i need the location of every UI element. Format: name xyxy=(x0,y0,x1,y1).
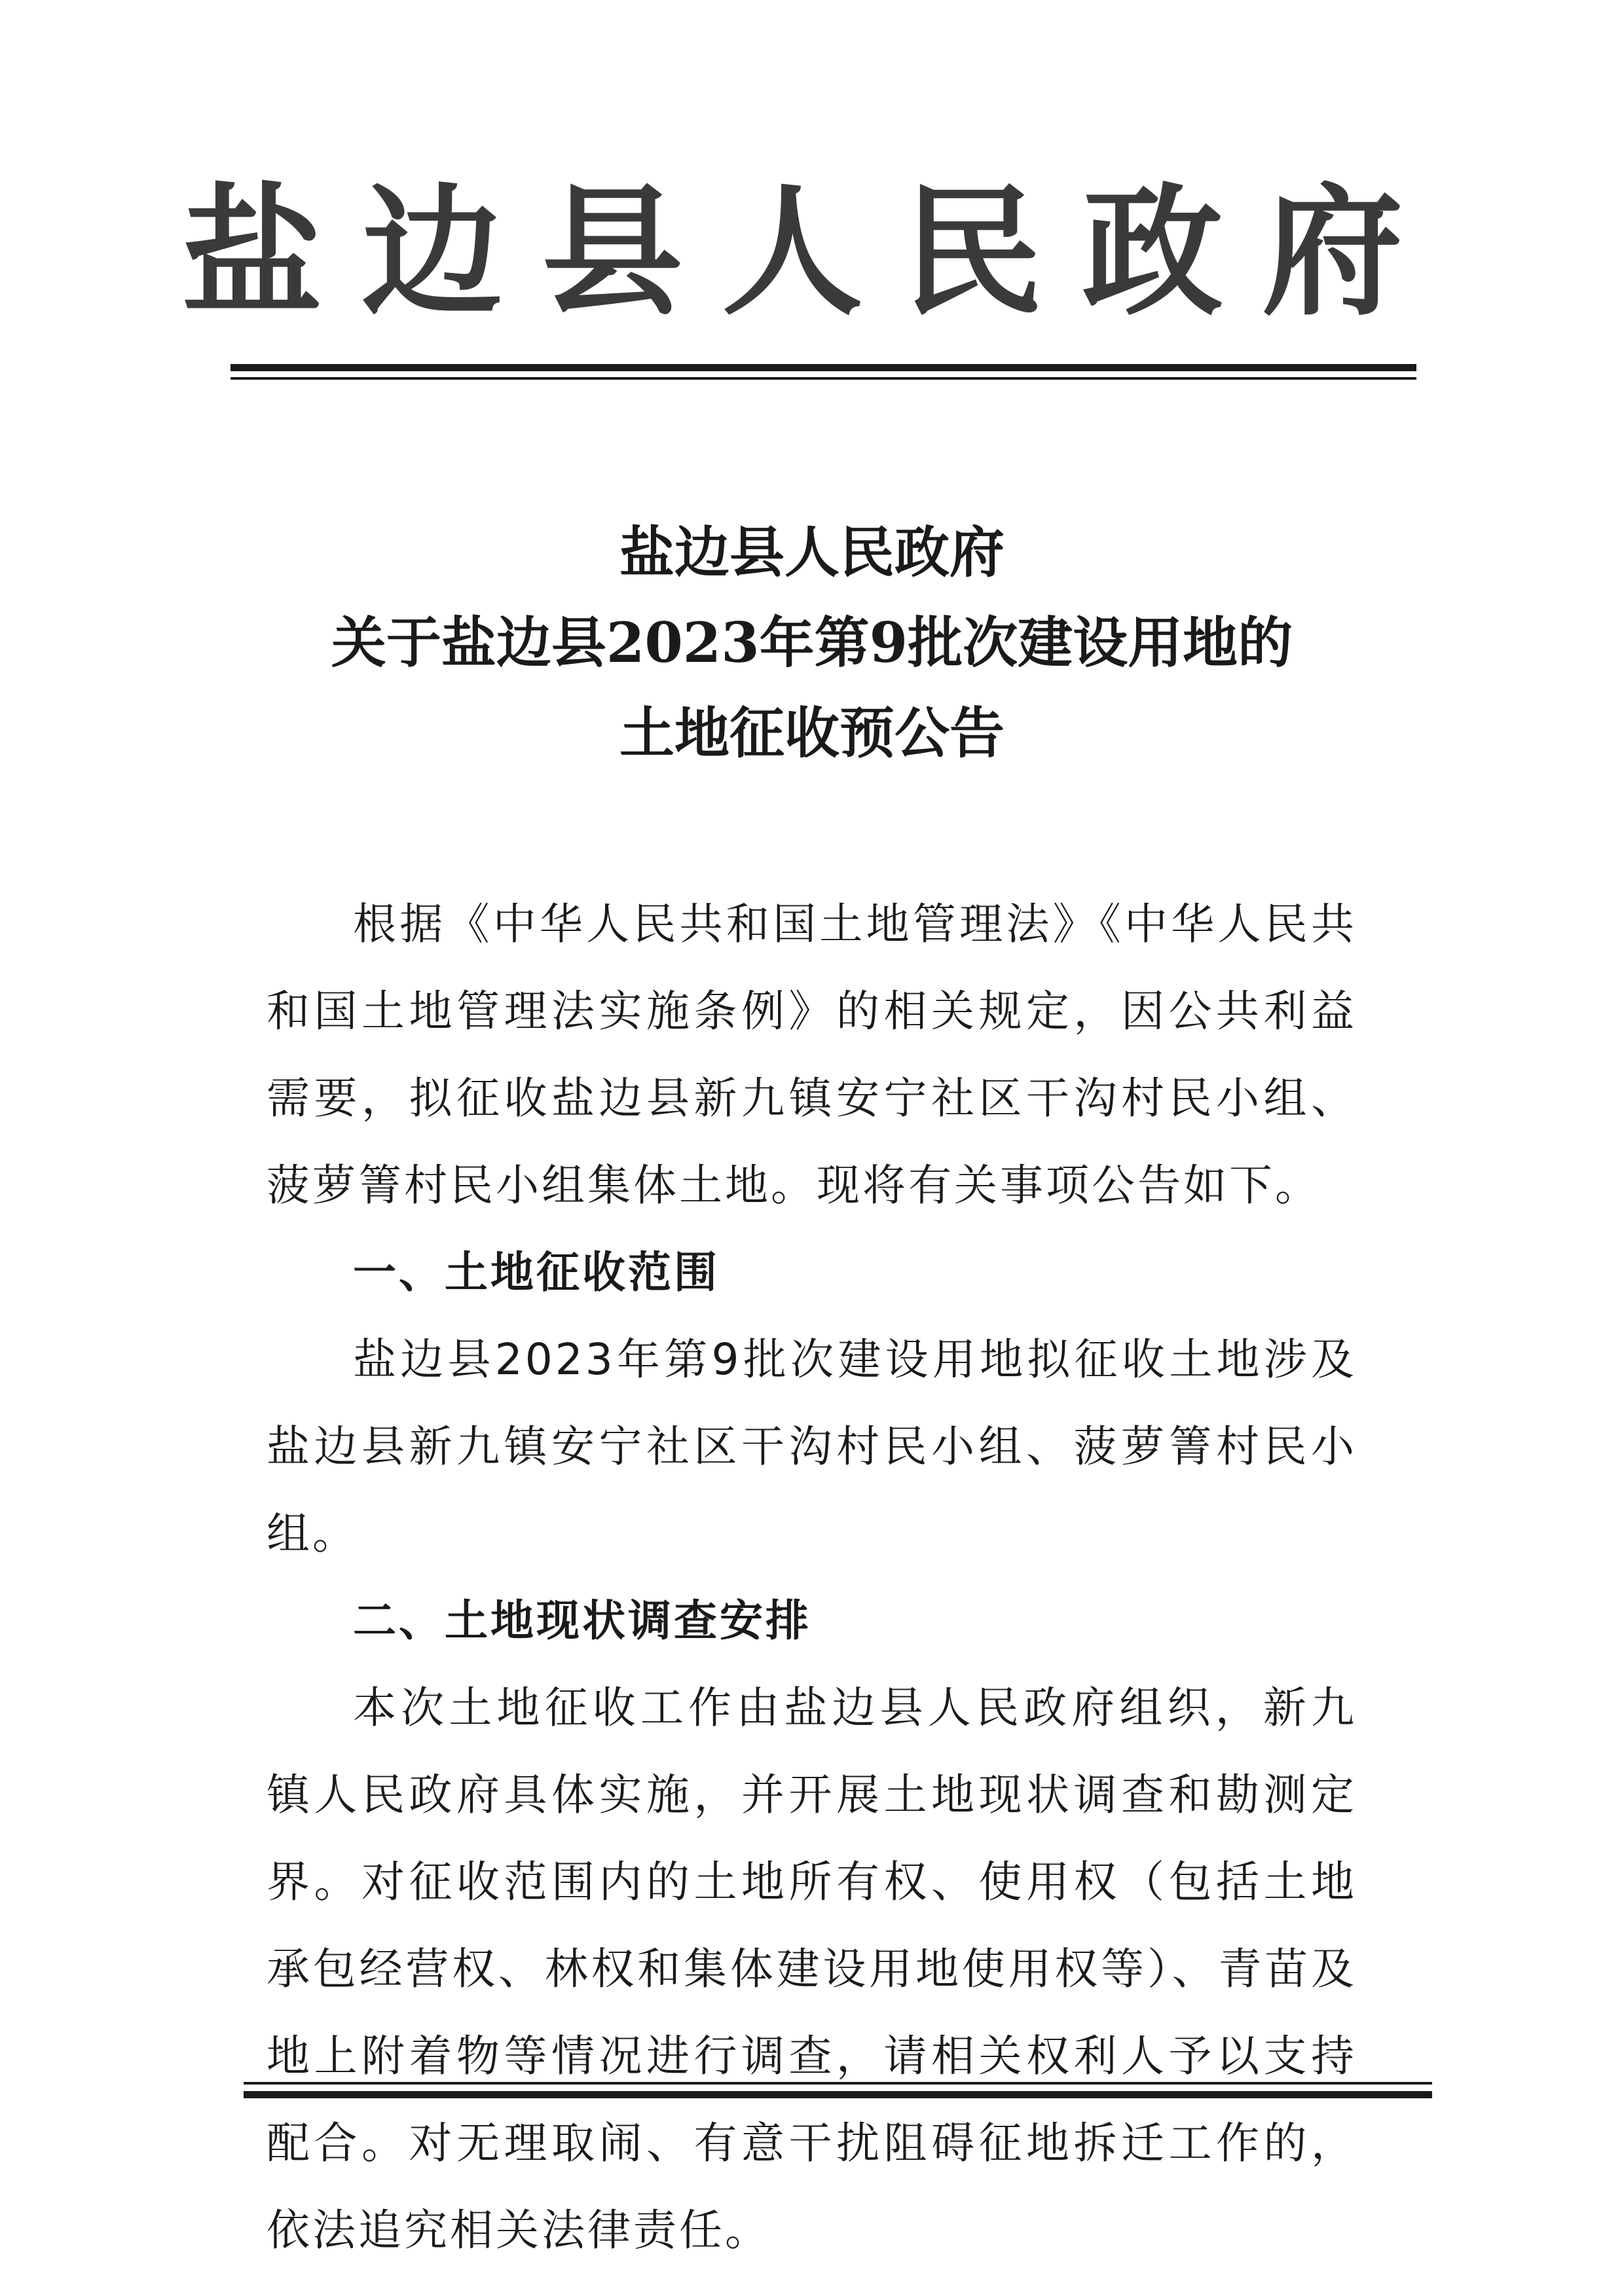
masthead-title: 盐边县人民政府 xyxy=(181,169,1443,335)
intro-paragraph: 根据《中华人民共和国土地管理法》《中华人民共和国土地管理法实施条例》的相关规定，因公共利益需要，拟征收盐边县新九镇安宁社区干沟村民小组、菠萝箐村民小组集体土地。现将有关事项公告如下。 xyxy=(267,899,1357,1211)
document-title xyxy=(0,507,1624,778)
footer-divider xyxy=(244,2082,1432,2098)
section-2-paragraph: 本次土地征收工作由盐边县人民政府组织，新九镇人民政府具体实施，并开展土地现状调查和勘测定界。对征收范围内的土地所有权、使用权（包括土地承包经营权、林权和集体建设用地使用权等）、青苗及地上附着物等情况进行调查，请相关权利人予以支持配合。对无理取闹、有意干扰阻碍征地拆迁工作的，依法追究相关法律责任。 xyxy=(267,1683,1357,2255)
section-1-paragraph: 盐边县2023年第9批次建设用地拟征收土地涉及盐边县新九镇安宁社区干沟村民小组、菠萝箐村民小组。 xyxy=(267,1334,1357,1559)
title-line-2: 关于盐边县2023年第9批次建设用地的 xyxy=(331,610,1293,675)
masthead-divider xyxy=(231,364,1416,380)
title-line-1: 盐边县人民政府 xyxy=(619,520,1005,585)
title-line-3: 土地征收预公告 xyxy=(619,701,1005,765)
section-2-heading: 二、土地现状调查安排 xyxy=(353,1595,811,1646)
document-body xyxy=(267,881,1357,2274)
section-1-heading: 一、土地征收范围 xyxy=(353,1247,720,1298)
